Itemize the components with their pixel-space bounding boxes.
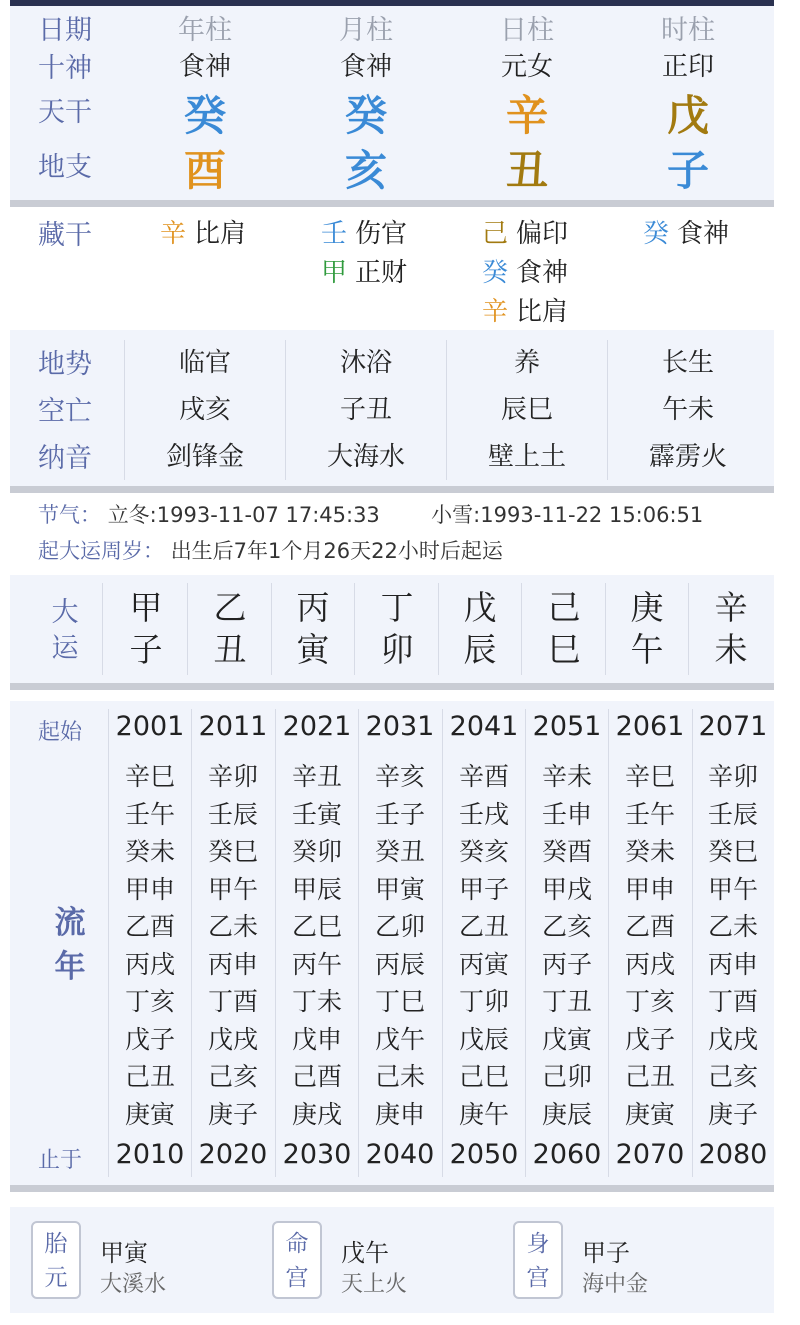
liunian-year-item[interactable]: 庚辰 [541,1099,593,1129]
hidden-stem-item: 壬 伤官 [321,219,408,249]
liunian-year-item[interactable]: 壬寅 [291,799,343,829]
pillar-god-hour: 正印 [661,52,715,82]
divider [438,583,439,675]
liunian-end-year: 2070 [615,1139,685,1170]
jieqi-line [38,499,703,529]
liunian-year-item[interactable]: 辛丑 [291,762,343,791]
liunian-year-item[interactable]: 己未 [374,1062,426,1091]
liunian-year-item[interactable]: 丙寅 [458,949,510,979]
dishi-value: 长生 [661,348,715,378]
nayin-value: 壁上土 [487,442,567,472]
dayun-item[interactable]: 丁 卯 [380,588,414,669]
hidden-stem-item: 辛 比肩 [160,219,247,249]
separator [10,683,774,690]
liunian-year-item[interactable]: 己丑 [124,1062,176,1091]
pillar-god-day: 元女 [500,52,554,82]
liunian-year-item[interactable]: 辛卯 [707,762,759,791]
liunian-year-item[interactable]: 戊午 [374,1024,426,1054]
dayun-item[interactable]: 己 巳 [547,588,581,669]
divider [605,583,606,675]
pillar-header-month: 月柱 [339,15,393,46]
liunian-year-item[interactable]: 乙酉 [624,912,676,941]
liunian-year-item[interactable]: 庚戌 [291,1099,343,1129]
hidden-stem-item: 甲 正财 [321,258,408,288]
divider [692,709,693,1177]
liunian-end-year: 2080 [698,1139,768,1170]
liunian-year-item[interactable]: 庚寅 [124,1099,176,1129]
pillar-stem-hour: 戊 [666,91,710,140]
divider [354,583,355,675]
liunian-year-item[interactable]: 丙戌 [124,949,176,979]
liunian-year-item[interactable]: 乙亥 [541,912,593,941]
top-bar [10,0,774,6]
separator [10,486,774,493]
liunian-year-item[interactable]: 癸巳 [707,837,759,866]
liunian-year-item[interactable]: 乙丑 [458,912,510,941]
dishi-value: 养 [513,348,541,378]
divider [191,709,192,1177]
liunian-year-item[interactable]: 庚午 [458,1099,510,1129]
pillar-branch-day: 丑 [505,146,549,195]
divider [275,709,276,1177]
liunian-year-item[interactable]: 甲子 [458,874,510,904]
liunian-year-item[interactable]: 丙子 [541,949,593,979]
liunian-year-item[interactable]: 己亥 [707,1062,759,1091]
shengong-value: 甲子 [582,1239,630,1267]
divider [688,583,689,675]
minggong-value: 戊午 [341,1239,389,1267]
liunian-year-item[interactable]: 辛未 [541,762,593,791]
liunian-start-year: 2071 [698,711,768,742]
extra-info-panel [10,330,774,486]
liunian-start-year: 2061 [615,711,685,742]
row-label-heavenly-stem: 天干 [38,97,92,128]
liunian-year-item[interactable]: 甲午 [707,874,759,904]
liunian-year-item[interactable]: 戊子 [124,1024,176,1054]
pillar-header-day: 日柱 [500,15,554,46]
row-label-hidden-stems: 藏干 [38,220,92,251]
liunian-year-item[interactable]: 壬午 [624,799,676,829]
dayun-label: 大 运 [51,597,79,664]
liunian-year-item[interactable]: 辛亥 [374,762,426,791]
taiyuan-box: 胎 元 [31,1221,81,1299]
minggong-box: 命 宫 [272,1221,322,1299]
dayun-item[interactable]: 乙 丑 [213,588,247,669]
liunian-year-item[interactable]: 戊戌 [707,1024,759,1054]
hidden-stem-item: 癸 食神 [482,258,569,288]
liunian-start-year: 2041 [449,711,519,742]
divider [446,340,447,480]
liunian-year-item[interactable]: 乙卯 [374,912,426,941]
liunian-end-year: 2020 [198,1139,268,1170]
divider [271,583,272,675]
kongwang-value: 戌亥 [178,395,232,425]
liunian-year-item[interactable]: 丙午 [291,949,343,979]
liunian-year-item[interactable]: 壬辰 [207,799,259,829]
liunian-year-item[interactable]: 癸未 [624,837,676,866]
liunian-year-item[interactable]: 辛卯 [207,762,259,791]
liunian-year-item[interactable]: 乙巳 [291,912,343,941]
nayin-value: 霹雳火 [648,442,728,472]
liunian-year-item[interactable]: 乙未 [207,912,259,941]
hidden-stems-panel [10,207,774,325]
liunian-start-label: 起始 [38,720,83,745]
divider [285,340,286,480]
divider [442,709,443,1177]
liunian-year-item[interactable]: 甲寅 [374,874,426,904]
pillar-branch-hour: 子 [666,146,710,195]
liunian-year-item[interactable]: 丙辰 [374,949,426,979]
divider [525,709,526,1177]
liunian-year-item[interactable]: 辛酉 [458,762,510,791]
pillar-stem-day: 辛 [505,91,549,140]
nayin-value: 剑锋金 [165,442,245,472]
divider [521,583,522,675]
dayun-panel [10,575,774,683]
hidden-stem-item: 辛 比肩 [482,297,569,327]
liunian-start-year: 2011 [198,711,268,742]
liunian-year-item[interactable]: 丁酉 [707,987,759,1016]
divider [124,340,125,480]
liunian-start-year: 2031 [365,711,435,742]
divider [608,709,609,1177]
jieqi-first: 立冬:1993-11-07 17:45:33 [107,503,380,527]
dayun-item[interactable]: 戊 辰 [463,588,497,669]
liunian-year-item[interactable]: 庚子 [707,1099,759,1129]
divider [187,583,188,675]
liunian-year-item[interactable]: 戊寅 [541,1024,593,1054]
divider [108,709,109,1177]
pillar-branch-year: 酉 [183,146,227,195]
liunian-year-item[interactable]: 癸卯 [291,837,343,866]
row-label-kongwang: 空亡 [38,396,92,427]
liunian-year-item[interactable]: 庚寅 [624,1099,676,1129]
pillar-branch-month: 亥 [344,146,388,195]
liunian-year-item[interactable]: 壬午 [124,799,176,829]
shengong-box: 身 宫 [513,1221,563,1299]
dayun-item[interactable]: 辛 未 [714,588,748,669]
dayun-item[interactable]: 甲 子 [129,588,163,669]
liunian-year-item[interactable]: 戊戌 [207,1024,259,1054]
row-label-dishi: 地势 [38,349,92,380]
liunian-year-item[interactable]: 戊辰 [458,1024,510,1054]
liunian-year-item[interactable]: 己巳 [458,1062,510,1091]
liunian-year-item[interactable]: 甲戌 [541,874,593,904]
kongwang-value: 午未 [661,395,715,425]
qiyun-line [38,535,503,565]
pillars-panel [10,0,774,200]
liunian-year-item[interactable]: 己丑 [624,1062,676,1091]
divider [102,583,103,675]
liunian-year-item[interactable]: 甲申 [124,874,176,904]
liunian-year-item[interactable]: 庚申 [374,1099,426,1129]
pillar-stem-month: 癸 [344,91,388,140]
liunian-year-item[interactable]: 戊子 [624,1024,676,1054]
qiyun-value: 出生后7年1个月26天22小时后起运 [170,539,503,563]
liunian-year-item[interactable]: 丁未 [291,987,343,1016]
separator [10,1185,774,1192]
jieqi-label: 节气： [38,503,101,527]
liunian-year-item[interactable]: 丙戌 [624,949,676,979]
hidden-stem-item: 癸 食神 [643,219,730,249]
pillar-header-hour: 时柱 [661,15,715,46]
liunian-start-year: 2001 [115,711,185,742]
liunian-year-item[interactable]: 丁巳 [374,987,426,1016]
palace-panel [10,1207,774,1313]
pillar-god-year: 食神 [178,52,232,82]
liunian-end-year: 2040 [365,1139,435,1170]
nayin-value: 大海水 [326,442,406,472]
liunian-end-year: 2030 [282,1139,352,1170]
liunian-end-year: 2010 [115,1139,185,1170]
liunian-year-item[interactable]: 己卯 [541,1062,593,1091]
row-label-earthly-branch: 地支 [38,152,92,183]
liunian-year-item[interactable]: 壬戌 [458,799,510,829]
divider [358,709,359,1177]
jieqi-second: 小雪:1993-11-22 15:06:51 [431,503,704,527]
row-label-ten-gods: 十神 [38,53,92,84]
row-label-date: 日期 [38,15,92,46]
liunian-end-year: 2050 [449,1139,519,1170]
hidden-stem-item: 己 偏印 [482,219,569,249]
dishi-value: 沐浴 [339,348,393,378]
liunian-year-item[interactable]: 庚子 [207,1099,259,1129]
liunian-year-item[interactable]: 壬子 [374,799,426,829]
liunian-year-item[interactable]: 丁亥 [124,987,176,1016]
liunian-year-item[interactable]: 丁卯 [458,987,510,1016]
liunian-year-item[interactable]: 壬申 [541,799,593,829]
liunian-end-label: 止于 [38,1148,83,1173]
divider [607,340,608,480]
pillar-header-year: 年柱 [178,15,232,46]
pillar-god-month: 食神 [339,52,393,82]
qiyun-label: 起大运周岁： [38,539,164,563]
liunian-year-item[interactable]: 甲辰 [291,874,343,904]
kongwang-value: 子丑 [339,395,393,425]
liunian-year-item[interactable]: 己酉 [291,1062,343,1091]
liunian-year-item[interactable]: 甲申 [624,874,676,904]
pillar-stem-year: 癸 [183,91,227,140]
liunian-label: 流 年 [54,905,86,985]
liunian-year-item[interactable]: 丁亥 [624,987,676,1016]
liunian-year-item[interactable]: 癸亥 [458,837,510,866]
taiyuan-nayin: 大溪水 [100,1272,167,1297]
dayun-item[interactable]: 丙 寅 [296,588,330,669]
liunian-year-item[interactable]: 辛巳 [124,762,176,791]
liunian-year-item[interactable]: 壬辰 [707,799,759,829]
liunian-year-item[interactable]: 丙申 [207,949,259,979]
liunian-year-item[interactable]: 丙申 [707,949,759,979]
liunian-year-item[interactable]: 辛巳 [624,762,676,791]
liunian-year-item[interactable]: 乙未 [707,912,759,941]
row-label-nayin: 纳音 [38,443,92,474]
dishi-value: 临官 [178,348,232,378]
liunian-year-item[interactable]: 癸巳 [207,837,259,866]
dayun-item[interactable]: 庚 午 [630,588,664,669]
minggong-nayin: 天上火 [341,1272,408,1297]
liunian-year-item[interactable]: 己亥 [207,1062,259,1091]
liunian-year-item[interactable]: 癸酉 [541,837,593,866]
liunian-year-item[interactable]: 癸未 [124,837,176,866]
liunian-year-item[interactable]: 癸丑 [374,837,426,866]
liunian-year-item[interactable]: 乙酉 [124,912,176,941]
liunian-end-year: 2060 [532,1139,602,1170]
taiyuan-value: 甲寅 [100,1239,148,1267]
liunian-start-year: 2021 [282,711,352,742]
liunian-year-item[interactable]: 丁丑 [541,987,593,1016]
liunian-year-item[interactable]: 戊申 [291,1024,343,1054]
liunian-year-item[interactable]: 甲午 [207,874,259,904]
liunian-start-year: 2051 [532,711,602,742]
liunian-panel [10,701,774,1185]
separator [10,200,774,207]
shengong-nayin: 海中金 [582,1272,649,1297]
liunian-year-item[interactable]: 丁酉 [207,987,259,1016]
kongwang-value: 辰巳 [500,395,554,425]
